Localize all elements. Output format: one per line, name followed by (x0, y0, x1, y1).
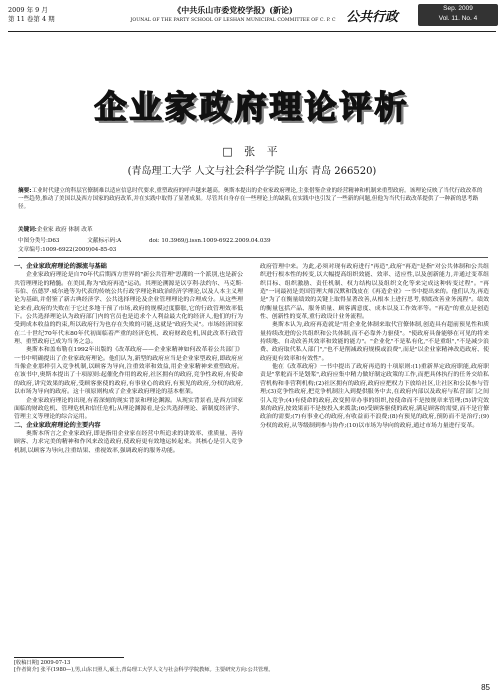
footnote-rule (14, 657, 124, 658)
journal-name-en: JOUNAL OF THE PARTY SCHOOL OF LESHAN MUNICIPAL COMMITTEE OF C. P. C (130, 18, 336, 23)
header-left (8, 6, 55, 24)
article-id: 文章编号:1009-6922(2009)04-85-03 (18, 247, 117, 253)
paragraph: 企业家政府理论的出现,有着深刻的现实背景和理论渊源。从现实背景看,是西方国家面临的财政危机、管理危机和信任危机;从理论渊源看,是公共选择理论、新制度经济学、管理主义等理论的综合运用。 (14, 397, 243, 421)
paragraph: 企业家政府理论是自70年代后期西方世界的"新公共管理"思潮的一个派别,也是新公共管理理论的精髓。在美国,称为"政府再造"运动。其理论溯源是以亨利·法约尔、马克斯·韦伯、伍德罗·威尔逊等为代表的传统公共行政学理论和政治经济学理论,以及人本主义理论为基础,并借鉴了新古典经济学、公共选择理论及企业管理理论的合理成分。从这些理论来看,政府的失败在于它过多地干预了市场,政府的规模过度膨胀,它的行政管理效率低下。公共选择理论认为政府部门内的官员也是追求个人利益最大化的经济人,他们的行为受到成本收益的约束,所以政府行为也存在失败的可能,这就是"政府失灵"。市场经济国家在二十世纪70年代末80年代初面临着严重的经济危机、政府财政危机,因此改革行政管理、重塑政府已成为当务之急。 (14, 272, 243, 346)
clc-number: 中图分类号:D63 (18, 238, 60, 244)
paragraph: 奥斯本和盖布勒在1992年出版的《改革政府——企业家精神如何改革着公共部门》一书中明确提出了企业家政府理论。他们认为,新型的政府应当是企业家型政府,即政府应当像企业那样引入竞争机制,以顾客为导向,注重效率和效益,用企业家精神来重塑政府。在该书中,奥斯本提出了十项原则:起催化作用的政府,社区拥有的政府,竞争性政府,有使命的政府,讲究效果的政府,受顾客驱使的政府,有事业心的政府,有预见的政府,分权的政府,以市场为导向的政府。这十项原则构成了企业家政府理论的基本框架。 (14, 347, 243, 396)
header-rule (8, 31, 496, 32)
header-right-badge (418, 4, 498, 26)
body-column-left (14, 263, 243, 455)
footnote (14, 660, 494, 674)
abstract-label: 摘要: (18, 188, 32, 194)
keywords-text: 企业家 政府 体制 改革 (36, 227, 93, 233)
section-heading-2: 二、企业家政府理论的主要内容 (14, 421, 101, 429)
article-affiliation: (青岛理工大学 人文与社会科学学院 山东 青岛 266520) (127, 166, 377, 177)
paragraph: 政府管理中来。为此,必须对现有政府进行"再造",政府"再造"是指"对公共体制和公共组织进行根本性的转变,以大幅提高组织效能、效率、适应性,以及创新能力,并通过变革组织目标、组织激励、责任机制、权力结构以及组织文化等来完成这种转变过程"。"再造"一词最初是美国管理大师汉默和钱皮在《再造企业》一书中提出来的。他们认为,再造是"为了在衡量绩效的关键上取得显著改善,从根本上进行思考,彻底改善业务流程"。绩效的衡量包括产品、服务质量、顾客满意度、成本以及工作效率等。"再造"的重点是创造性、创新性的变革,重行政设计业务流程。 (260, 264, 489, 321)
abstract (18, 187, 488, 212)
paragraph: 他在《改革政府》一书中提出了政府再造的十项原则:(1)重新界定政府职能,政府职责是"掌舵而不是划桨",政府应集中精力做好制定政策的工作,而把具体执行的任务交给私营机构和非营利机构;(2)社区拥有的政府,政府应把权力下放给社区,让社区和公民参与管理;(3)竞争性政府,把竞争机制注入到提供服务中去,在政府内部以及政府与私营部门之间引入竞争;(4)有使命的政府,改变照章办事的组织,按使命而不是按规章来管理;(5)讲究效果的政府,按效果而不是按投入来拨款;(6)受顾客驱使的政府,满足顾客的需要,而不是官僚政治的需要;(7)有事业心的政府,有收益而不浪费;(8)有预见的政府,预防而不是治疗;(9)分权的政府,从等级制到参与协作;(10)以市场为导向的政府,通过市场力量进行变革。 (260, 364, 489, 429)
header-issue: 第 11 卷第 4 期 (8, 15, 55, 23)
section-heading-1: 一、企业家政府理论的源流与基础 (14, 263, 107, 270)
article-title: 企业家政府理论评析 (94, 88, 410, 126)
column-label: 公共行政 (346, 10, 399, 25)
abstract-text: 工业时代建立的科层官僚制难以适应信息时代要求,重塑政府的呼声越来越高。奥斯本提出的企业家政府理论,主张借鉴企业的经营精神和机制来重塑政府。该理论反映了当代行政改革的一些趋势,推动了美国以及西方国家的政府改革,并在实践中取得了显著成果。尽管其自身存在一些理论上的缺陷,在实践中也引发了一些新的问题,但他为当代行政改革提供了一种新的思考路径。 (18, 188, 483, 211)
doi: doi: 10.3969/j.issn.1009-6922.2009.04.039 (148, 238, 271, 244)
abstract-rule (18, 257, 488, 258)
header-vol-en: Vol. 11. No. 4 (438, 15, 478, 22)
journal-name-cn: 《中共乐山市委党校学报》(新论) (173, 5, 293, 15)
header-date: 2009 年 9 月 (8, 6, 48, 14)
header-date-en: Sep. 2009 (443, 5, 473, 12)
keywords-label: 关键词: (18, 227, 37, 233)
page-header (0, 0, 504, 32)
paragraph: 奥斯本所言之企业家政府,即是指用企业家在经营中所追求的讲效率、重质量、善待顾客、力求完美的精神和作风来改造政府,使政府更有效地运转起来。其核心是引入竞争机制,以顾客为导向,注重结果、重视效率,强调政府的服务功能。 (14, 430, 243, 454)
keywords (18, 226, 488, 234)
article-author: □ 张 平 (222, 145, 282, 158)
body-column-right (260, 263, 489, 430)
document-code: 文献标示码:A (87, 238, 122, 244)
received-date: [收稿日期] 2009-07-13 (14, 660, 71, 666)
page-number: 85 (481, 683, 490, 692)
header-journal (128, 5, 338, 23)
paragraph: 奥斯本认为,政府再造就是"用企业化体制来取代官僚体制,创造具有超前预见性和质量持续改进的公共组织和公共体制,而不必靠外力驱使"。"使政府具备能够在可见的将来持续地、自动改善其效率和效能的能力"。"企业化"不是私有化,"不是重组","不是减少浪费、政府取代私人部门","也不是削减政府规模或浪费",而是"以企业家精神改造政府、使政府更有效率和有效性"。 (260, 322, 489, 362)
classification-line (18, 237, 488, 245)
author-bio: [作者简介] 张平(1980—),男,山东日照人,硕士,青岛理工大学人文与社会科学学院教师。主要研究方向:公共管理。 (14, 667, 274, 674)
